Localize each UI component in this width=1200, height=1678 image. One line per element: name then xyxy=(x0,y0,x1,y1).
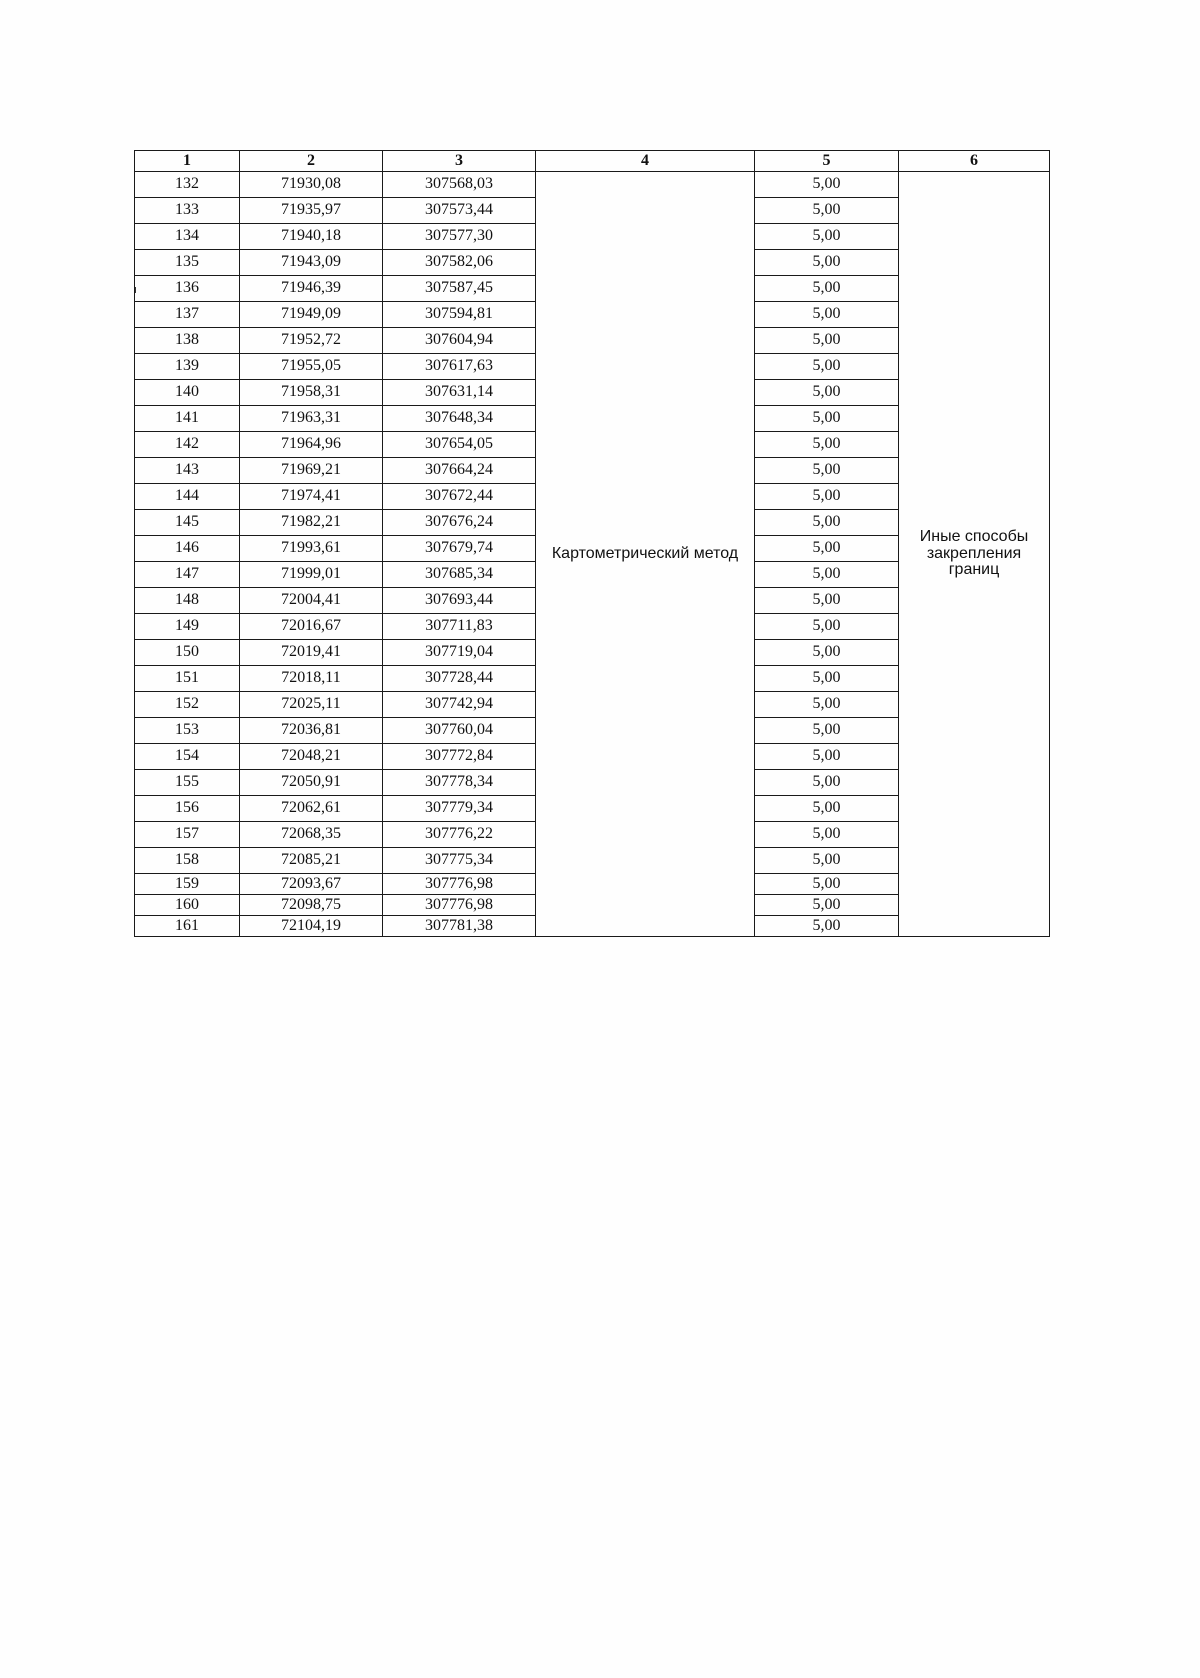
accuracy-cell: 5,00 xyxy=(755,276,899,302)
x-coordinate-cell: 71993,61 xyxy=(240,536,383,562)
point-number-cell: 158 xyxy=(135,848,240,874)
accuracy-cell: 5,00 xyxy=(755,614,899,640)
accuracy-cell: 5,00 xyxy=(755,406,899,432)
y-coordinate-cell: 307654,05 xyxy=(383,432,536,458)
x-coordinate-cell: 72104,19 xyxy=(240,916,383,937)
point-number-cell: 159 xyxy=(135,874,240,895)
x-coordinate-cell: 72036,81 xyxy=(240,718,383,744)
point-number-cell: 155 xyxy=(135,770,240,796)
x-coordinate-cell: 72016,67 xyxy=(240,614,383,640)
header-col-1: 1 xyxy=(135,151,240,172)
point-number-cell: 160 xyxy=(135,895,240,916)
accuracy-cell: 5,00 xyxy=(755,848,899,874)
x-coordinate-cell: 71963,31 xyxy=(240,406,383,432)
y-coordinate-cell: 307711,83 xyxy=(383,614,536,640)
accuracy-cell: 5,00 xyxy=(755,666,899,692)
point-number-cell: 153 xyxy=(135,718,240,744)
x-coordinate-cell: 72062,61 xyxy=(240,796,383,822)
point-number-cell: 137 xyxy=(135,302,240,328)
header-col-6: 6 xyxy=(899,151,1050,172)
accuracy-cell: 5,00 xyxy=(755,380,899,406)
point-number-cell: 141 xyxy=(135,406,240,432)
point-number-cell: 140 xyxy=(135,380,240,406)
point-number-cell: 135 xyxy=(135,250,240,276)
accuracy-cell: 5,00 xyxy=(755,718,899,744)
y-coordinate-cell: 307776,98 xyxy=(383,874,536,895)
y-coordinate-cell: 307604,94 xyxy=(383,328,536,354)
point-number-cell: 138 xyxy=(135,328,240,354)
x-coordinate-cell: 71940,18 xyxy=(240,224,383,250)
accuracy-cell: 5,00 xyxy=(755,458,899,484)
point-number-cell: 147 xyxy=(135,562,240,588)
accuracy-cell: 5,00 xyxy=(755,916,899,937)
accuracy-cell: 5,00 xyxy=(755,224,899,250)
accuracy-cell: 5,00 xyxy=(755,895,899,916)
accuracy-cell: 5,00 xyxy=(755,484,899,510)
accuracy-cell: 5,00 xyxy=(755,744,899,770)
x-coordinate-cell: 71982,21 xyxy=(240,510,383,536)
determination-method-cell: Картометрический метод xyxy=(536,172,755,937)
point-number-cell: 143 xyxy=(135,458,240,484)
x-coordinate-cell: 72093,67 xyxy=(240,874,383,895)
header-col-3: 3 xyxy=(383,151,536,172)
point-number-cell: 148 xyxy=(135,588,240,614)
accuracy-cell: 5,00 xyxy=(755,874,899,895)
header-col-2: 2 xyxy=(240,151,383,172)
accuracy-cell: 5,00 xyxy=(755,692,899,718)
y-coordinate-cell: 307772,84 xyxy=(383,744,536,770)
x-coordinate-cell: 72025,11 xyxy=(240,692,383,718)
accuracy-cell: 5,00 xyxy=(755,796,899,822)
y-coordinate-cell: 307679,74 xyxy=(383,536,536,562)
point-number-cell: 156 xyxy=(135,796,240,822)
point-number-cell: 150 xyxy=(135,640,240,666)
x-coordinate-cell: 71943,09 xyxy=(240,250,383,276)
y-coordinate-cell: 307672,44 xyxy=(383,484,536,510)
accuracy-cell: 5,00 xyxy=(755,328,899,354)
y-coordinate-cell: 307685,34 xyxy=(383,562,536,588)
boundary-fixing-method-cell: Иные способы закрепления границ xyxy=(899,172,1050,937)
x-coordinate-cell: 71952,72 xyxy=(240,328,383,354)
y-coordinate-cell: 307577,30 xyxy=(383,224,536,250)
y-coordinate-cell: 307776,22 xyxy=(383,822,536,848)
y-coordinate-cell: 307693,44 xyxy=(383,588,536,614)
y-coordinate-cell: 307719,04 xyxy=(383,640,536,666)
point-number-cell: 149 xyxy=(135,614,240,640)
x-coordinate-cell: 71974,41 xyxy=(240,484,383,510)
point-number-cell: 151 xyxy=(135,666,240,692)
point-number-cell: 134 xyxy=(135,224,240,250)
table-body xyxy=(135,172,1050,937)
y-coordinate-cell: 307676,24 xyxy=(383,510,536,536)
accuracy-cell: 5,00 xyxy=(755,198,899,224)
x-coordinate-cell: 71969,21 xyxy=(240,458,383,484)
table-row xyxy=(135,172,1050,198)
x-coordinate-cell: 72019,41 xyxy=(240,640,383,666)
y-coordinate-cell: 307648,34 xyxy=(383,406,536,432)
y-coordinate-cell: 307587,45 xyxy=(383,276,536,302)
x-coordinate-cell: 71964,96 xyxy=(240,432,383,458)
accuracy-cell: 5,00 xyxy=(755,510,899,536)
accuracy-cell: 5,00 xyxy=(755,172,899,198)
x-coordinate-cell: 72018,11 xyxy=(240,666,383,692)
x-coordinate-cell: 71958,31 xyxy=(240,380,383,406)
point-number-cell: 145 xyxy=(135,510,240,536)
point-number-cell: 132 xyxy=(135,172,240,198)
x-coordinate-cell: 71999,01 xyxy=(240,562,383,588)
accuracy-cell: 5,00 xyxy=(755,536,899,562)
y-coordinate-cell: 307776,98 xyxy=(383,895,536,916)
x-coordinate-cell: 72098,75 xyxy=(240,895,383,916)
accuracy-cell: 5,00 xyxy=(755,354,899,380)
point-number-cell: 139 xyxy=(135,354,240,380)
table-header-row xyxy=(135,151,1050,172)
point-number-cell: 152 xyxy=(135,692,240,718)
x-coordinate-cell: 72050,91 xyxy=(240,770,383,796)
y-coordinate-cell: 307778,34 xyxy=(383,770,536,796)
accuracy-cell: 5,00 xyxy=(755,588,899,614)
x-coordinate-cell: 71935,97 xyxy=(240,198,383,224)
header-col-5: 5 xyxy=(755,151,899,172)
y-coordinate-cell: 307582,06 xyxy=(383,250,536,276)
y-coordinate-cell: 307631,14 xyxy=(383,380,536,406)
x-coordinate-cell: 71949,09 xyxy=(240,302,383,328)
x-coordinate-cell: 71946,39 xyxy=(240,276,383,302)
point-number-cell: 133 xyxy=(135,198,240,224)
x-coordinate-cell: 72085,21 xyxy=(240,848,383,874)
x-coordinate-cell: 72004,41 xyxy=(240,588,383,614)
x-coordinate-cell: 72048,21 xyxy=(240,744,383,770)
x-coordinate-cell: 72068,35 xyxy=(240,822,383,848)
point-number-cell: 142 xyxy=(135,432,240,458)
accuracy-cell: 5,00 xyxy=(755,562,899,588)
y-coordinate-cell: 307760,04 xyxy=(383,718,536,744)
point-number-cell: 154 xyxy=(135,744,240,770)
x-coordinate-cell: 71955,05 xyxy=(240,354,383,380)
y-coordinate-cell: 307664,24 xyxy=(383,458,536,484)
point-number-cell: 161 xyxy=(135,916,240,937)
y-coordinate-cell: 307573,44 xyxy=(383,198,536,224)
y-coordinate-cell: 307617,63 xyxy=(383,354,536,380)
y-coordinate-cell: 307568,03 xyxy=(383,172,536,198)
y-coordinate-cell: 307781,38 xyxy=(383,916,536,937)
accuracy-cell: 5,00 xyxy=(755,640,899,666)
point-number-cell: 136 xyxy=(135,276,240,302)
y-coordinate-cell: 307728,44 xyxy=(383,666,536,692)
y-coordinate-cell: 307594,81 xyxy=(383,302,536,328)
y-coordinate-cell: 307775,34 xyxy=(383,848,536,874)
accuracy-cell: 5,00 xyxy=(755,432,899,458)
x-coordinate-cell: 71930,08 xyxy=(240,172,383,198)
y-coordinate-cell: 307779,34 xyxy=(383,796,536,822)
point-number-cell: 146 xyxy=(135,536,240,562)
y-coordinate-cell: 307742,94 xyxy=(383,692,536,718)
header-col-4: 4 xyxy=(536,151,755,172)
accuracy-cell: 5,00 xyxy=(755,250,899,276)
boundary-points-table xyxy=(134,150,1050,937)
point-number-cell: 157 xyxy=(135,822,240,848)
accuracy-cell: 5,00 xyxy=(755,822,899,848)
accuracy-cell: 5,00 xyxy=(755,770,899,796)
accuracy-cell: 5,00 xyxy=(755,302,899,328)
point-number-cell: 144 xyxy=(135,484,240,510)
